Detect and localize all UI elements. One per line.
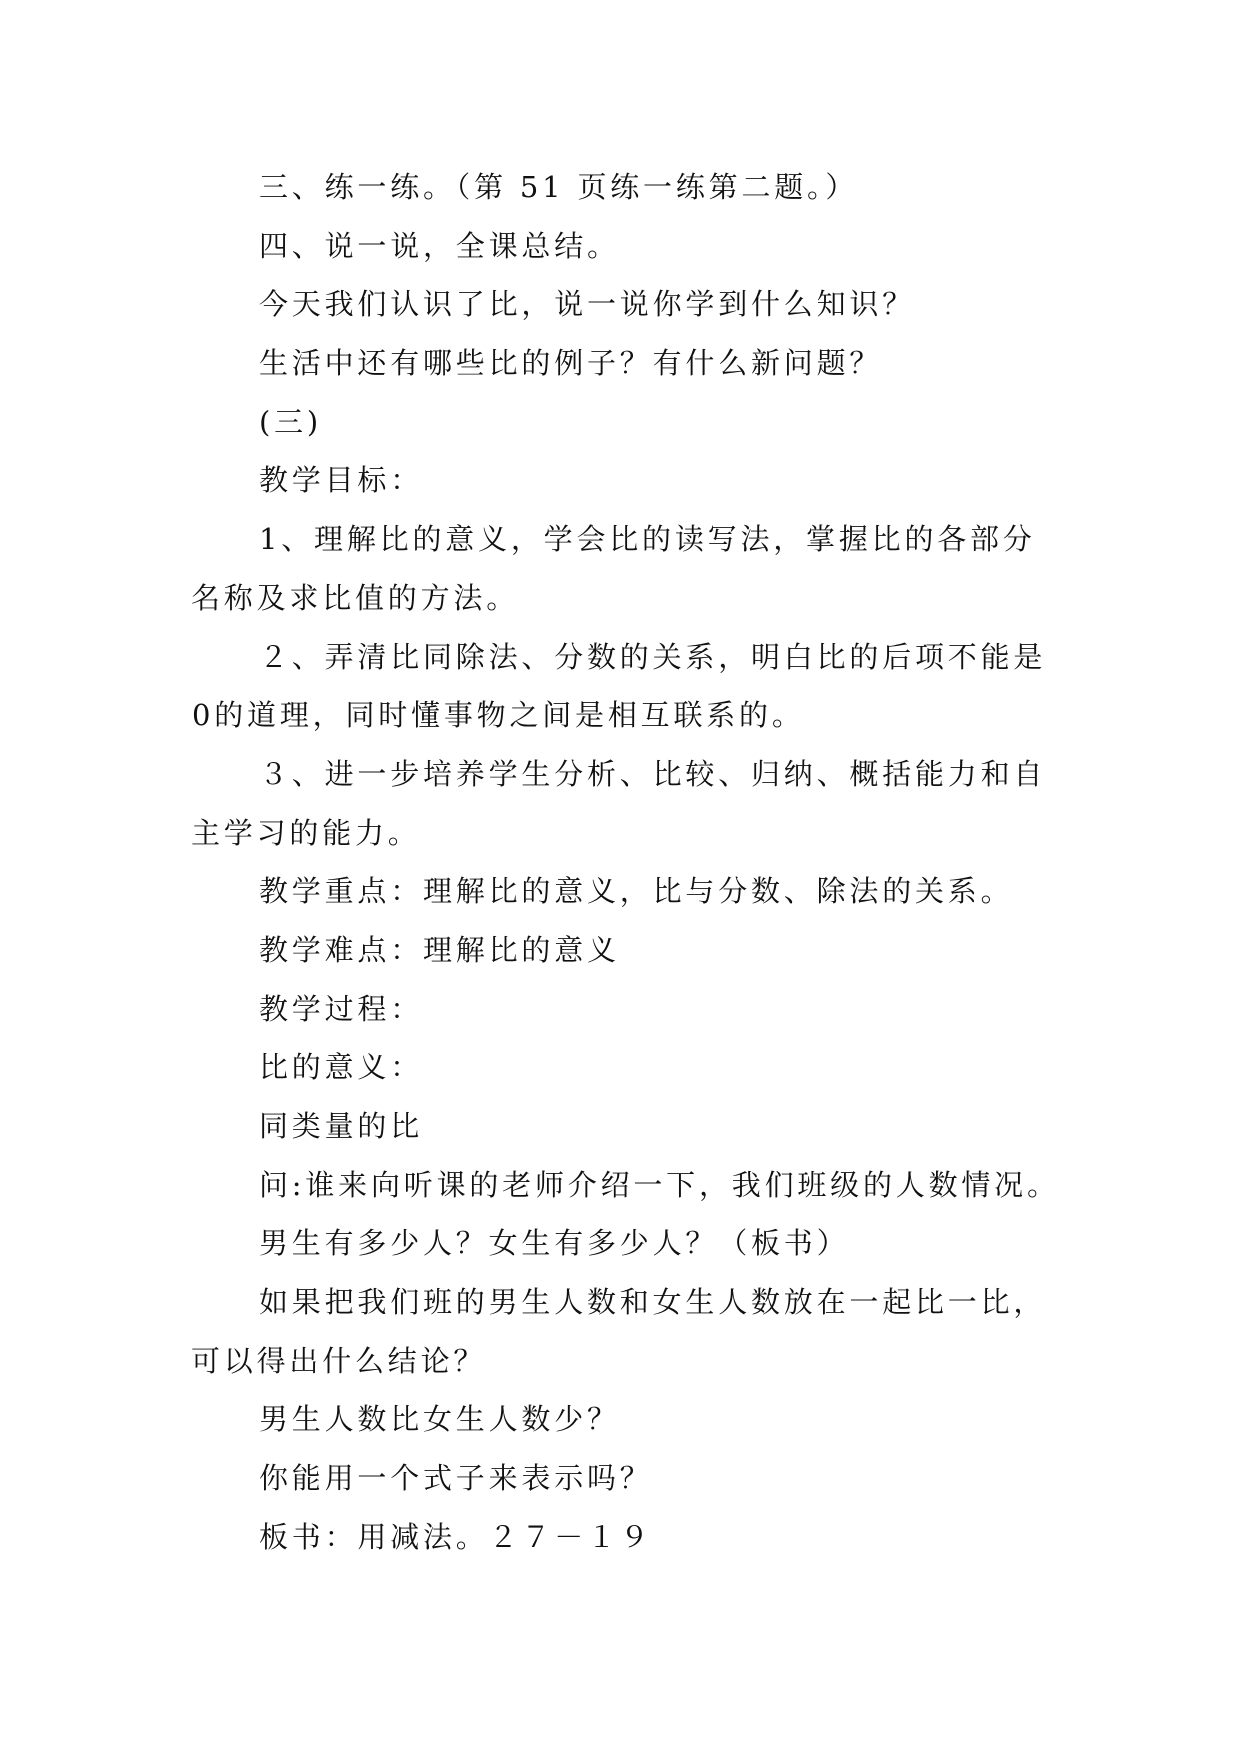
text-line: 名称及求比值的方法。 [191, 580, 520, 615]
goal-item-3 [191, 745, 1151, 862]
paragraph [191, 275, 1151, 334]
paragraph-summary-heading [191, 217, 1151, 276]
paragraph [191, 1214, 1151, 1273]
text-line: 主学习的能力。 [191, 815, 421, 850]
text-line: 如果把我们班的男生人数和女生人数放在一起比一比， [259, 1285, 1047, 1320]
text-line: 男生人数比女生人数少？ [259, 1402, 620, 1437]
paragraph [191, 1038, 1151, 1097]
text-line: 三、练一练。（第 51 页练一练第二题。） [259, 170, 859, 204]
teaching-difficulty [191, 921, 1151, 980]
text-line: ３、进一步培养学生分析、比较、归纳、概括能力和自 [259, 756, 1047, 791]
text-line: 生活中还有哪些比的例子？有什么新问题？ [259, 346, 883, 381]
text-line: 教学难点：理解比的意义 [259, 932, 620, 967]
heading-teaching-goals [191, 451, 1151, 510]
text-line: 四、说一说，全课总结。 [259, 228, 620, 263]
goal-item-1 [191, 510, 1151, 627]
document-body [191, 158, 1151, 1567]
section-number [191, 393, 1151, 452]
text-line: 问:谁来向听课的老师介绍一下，我们班级的人数情况。 [259, 1167, 1060, 1202]
paragraph-question [191, 1156, 1151, 1215]
text-line: 可以得出什么结论？ [191, 1343, 487, 1378]
paragraph-board-writing [191, 1508, 1151, 1567]
text-line: (三) [259, 404, 323, 439]
text-line: 男生有多少人？女生有多少人？（板书） [259, 1226, 850, 1261]
text-line: 教学目标： [259, 463, 424, 498]
text-line: 板书：用减法。２７－１９ [259, 1519, 653, 1554]
paragraph [191, 1390, 1151, 1449]
goal-item-2 [191, 628, 1151, 745]
text-line: 比的意义： [259, 1050, 424, 1085]
teaching-key-point [191, 862, 1151, 921]
paragraph [191, 334, 1151, 393]
text-line: 教学重点：理解比的意义，比与分数、除法的关系。 [259, 874, 1014, 909]
paragraph [191, 1097, 1151, 1156]
text-line: 同类量的比 [259, 1109, 424, 1143]
paragraph [191, 1449, 1151, 1508]
text-line: 教学过程： [259, 991, 424, 1026]
text-line: 你能用一个式子来表示吗？ [259, 1461, 653, 1496]
heading-teaching-process [191, 980, 1151, 1039]
text-line: 0的道理，同时懂事物之间是相互联系的。 [192, 698, 805, 733]
paragraph [191, 1273, 1151, 1390]
text-line: 1、理解比的意义，学会比的读写法，掌握比的各部分 [259, 522, 1036, 557]
text-line: ２、弄清比同除法、分数的关系，明白比的后项不能是 [259, 639, 1047, 674]
paragraph-practice [191, 158, 1151, 217]
text-line: 今天我们认识了比，说一说你学到什么知识？ [259, 287, 916, 322]
